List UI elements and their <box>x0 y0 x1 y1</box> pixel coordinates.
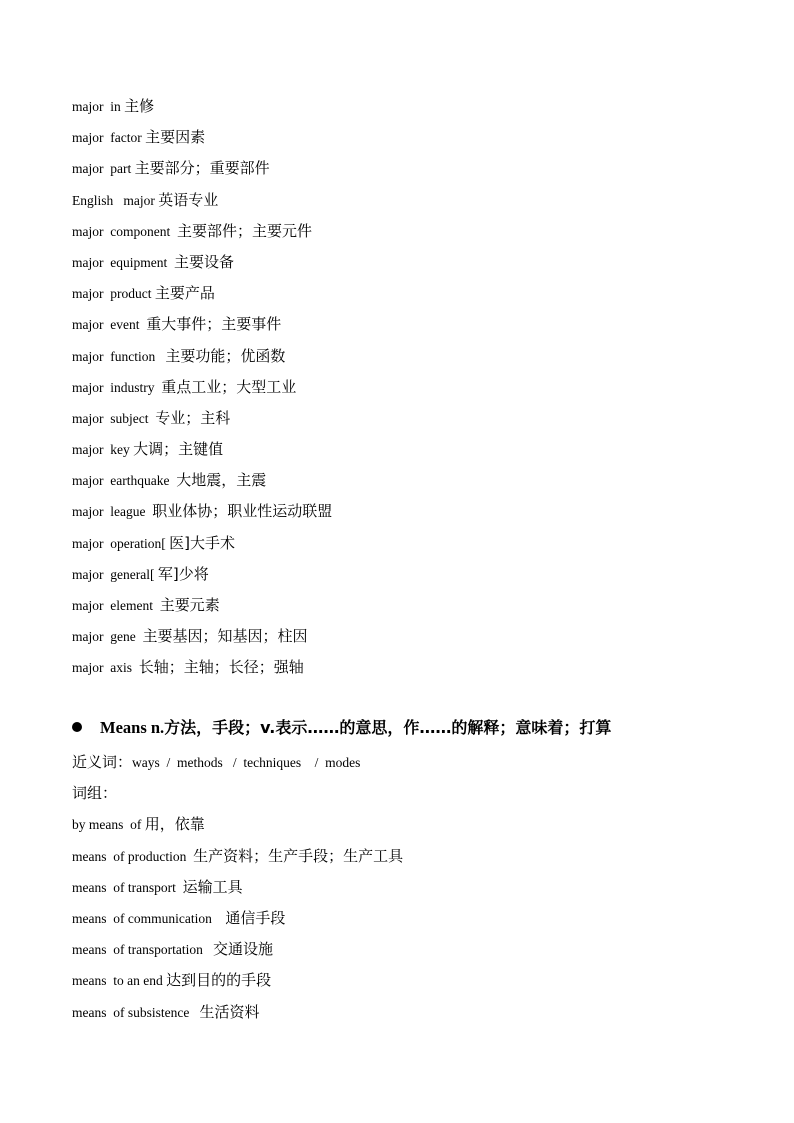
list-item: major equipment 主要设备 <box>72 252 234 271</box>
bullet-icon <box>72 722 82 732</box>
list-item: major earthquake 大地震，主震 <box>72 471 267 490</box>
list-item: means of production 生产资料；生产手段；生产工具 <box>72 846 404 865</box>
list-item: major industry 重点工业；大型工业 <box>72 377 297 396</box>
list-item: means of transportation 交通设施 <box>72 940 273 959</box>
synonyms-line: 近义词：ways / methods / techniques / modes <box>72 753 361 771</box>
means-phrase-list <box>72 750 762 1031</box>
list-item: major product 主要产品 <box>72 284 215 303</box>
list-item: means of communication 通信手段 <box>72 908 286 927</box>
list-item: major axis 长轴；主轴；长径；强轴 <box>72 658 304 677</box>
list-item: English major 英语专业 <box>72 190 219 209</box>
list-item: major operation[ 医]大手术 <box>72 533 235 552</box>
list-item: major in 主修 <box>72 97 155 115</box>
list-item: major league 职业体协；职业性运动联盟 <box>72 502 333 521</box>
list-item: major gene 主要基因；知基因；柱因 <box>72 627 308 646</box>
list-item: major event 重大事件；主要事件 <box>72 315 282 334</box>
list-item: major key 大调；主键值 <box>72 440 224 459</box>
major-phrase-list <box>72 94 762 687</box>
list-item: major factor 主要因素 <box>72 128 206 147</box>
list-item: major component 主要部件；主要元件 <box>72 221 312 240</box>
phrases-label: 词组： <box>72 784 118 803</box>
list-item: by means of 用，依靠 <box>72 815 205 834</box>
list-item: major part 主要部分；重要部件 <box>72 159 270 178</box>
list-item: major general[ 军]少将 <box>72 564 209 583</box>
list-item: major function 主要功能；优函数 <box>72 346 286 365</box>
list-item: means of transport 运输工具 <box>72 877 243 896</box>
list-item: major element 主要元素 <box>72 596 220 614</box>
list-item: means to an end 达到目的的手段 <box>72 971 272 990</box>
means-heading: Means n.方法，手段；v.表示……的意思，作……的解释；意味着；打算 <box>72 712 772 744</box>
list-item: major subject 专业；主科 <box>72 408 231 427</box>
list-item: means of subsistence 生活资料 <box>72 1002 260 1021</box>
